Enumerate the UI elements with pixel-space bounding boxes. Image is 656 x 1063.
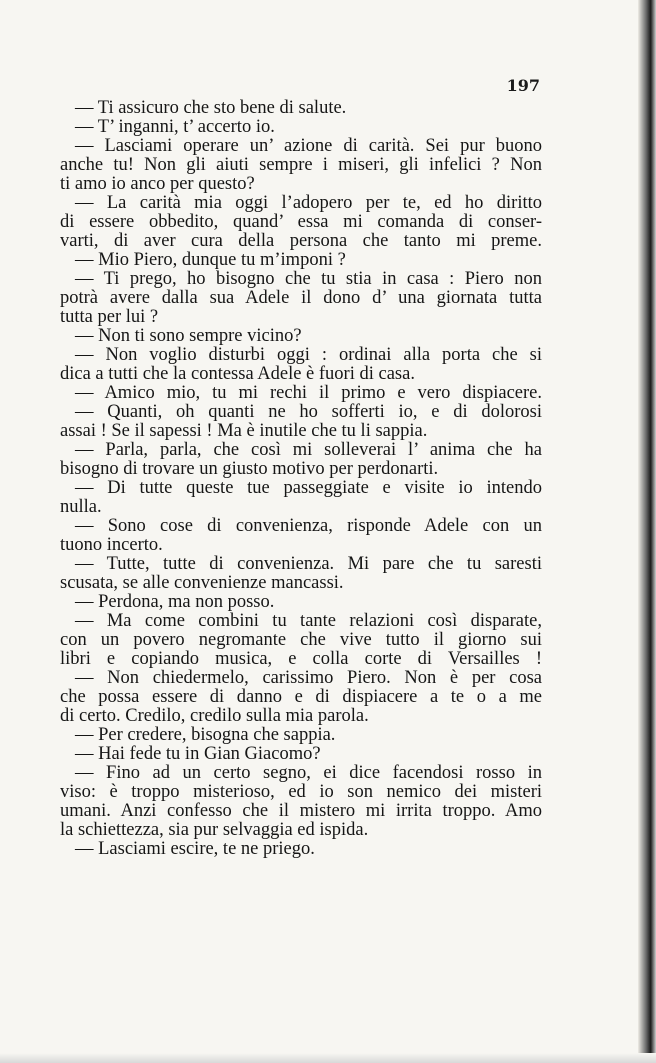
page-number: 197 (506, 76, 540, 95)
text-line: — Per credere, bisogna che sappia. (75, 726, 336, 745)
text-line: ti amo io anco per questo? (60, 175, 255, 194)
text-line: la schiettezza, sia pur selvaggia ed ispida. (60, 821, 369, 840)
text-line: — Sono cose di convenienza, risponde Adele con un (75, 517, 542, 536)
text-line: — Fino ad un certo segno, ei dice facendosi rosso in (75, 764, 542, 783)
text-line: — Mio Piero, dunque tu m’imponi ? (75, 251, 346, 270)
text-line: — Perdona, ma non posso. (75, 593, 275, 612)
text-line: nulla. (60, 498, 102, 517)
text-line: tutta per lui ? (60, 308, 159, 327)
text-line: viso: è troppo misterioso, ed io son nemico dei misteri (60, 783, 542, 802)
text-line: tuono incerto. (60, 536, 163, 555)
text-line: potrà avere dalla sua Adele il dono d’ una giornata tutta (60, 289, 542, 308)
text-line: — Ti prego, ho bisogno che tu stia in casa : Piero non (75, 270, 542, 289)
text-line: — Parla, parla, che così mi solleverai l’ anima che ha (75, 441, 542, 460)
body-text (60, 99, 542, 859)
text-line: — Lasciami operare un’ azione di carità. Sei pur buono (75, 137, 542, 156)
text-line: assai ! Se il sapessi ! Ma è inutile che tu li sappia. (60, 422, 428, 441)
text-line: che possa essere di danno e di dispiacere a te o a me (60, 688, 542, 707)
text-line: — T’ inganni, t’ accerto io. (75, 118, 275, 137)
text-line: anche tu! Non gli aiuti sempre i miseri, gli infelici ? Non (60, 156, 542, 175)
text-line: — Ti assicuro che sto bene di salute. (75, 99, 347, 118)
text-line: varti, di aver cura della persona che tanto mi preme. (60, 232, 542, 251)
text-line: — Non ti sono sempre vicino? (75, 327, 302, 346)
text-line: — Lasciami escire, te ne priego. (75, 840, 315, 859)
text-line: libri e copiando musica, e colla corte di Versailles ! (60, 650, 542, 669)
text-line: — Non chiedermelo, carissimo Piero. Non è per cosa (75, 669, 542, 688)
page-binding-edge (638, 0, 656, 1063)
text-line: scusata, se alle convenienze mancassi. (60, 574, 344, 593)
text-line: — Hai fede tu in Gian Giacomo? (75, 745, 321, 764)
text-line: bisogno di trovare un giusto motivo per perdonarti. (60, 460, 439, 479)
text-line: dica a tutti che la contessa Adele è fuori di casa. (60, 365, 415, 384)
text-line: — La carità mia oggi l’adopero per te, ed ho diritto (75, 194, 542, 213)
text-line: — Quanti, oh quanti ne ho sofferti io, e di dolorosi (75, 403, 542, 422)
text-line: — Di tutte queste tue passeggiate e visite io intendo (75, 479, 542, 498)
text-line: umani. Anzi confesso che il mistero mi irrita troppo. Amo (60, 802, 542, 821)
text-line: — Ma come combini tu tante relazioni così disparate, (75, 612, 542, 631)
text-line: — Amico mio, tu mi rechi il primo e vero dispiacere. (75, 384, 542, 403)
text-line: — Non voglio disturbi oggi : ordinai alla porta che si (75, 346, 542, 365)
text-line: di essere obbedito, quand’ essa mi comanda di conser- (60, 213, 542, 232)
text-line: con un povero negromante che vive tutto il giorno sui (60, 631, 542, 650)
page-bottom-edge (0, 1053, 656, 1063)
text-line: di certo. Credilo, credilo sulla mia parola. (60, 707, 369, 726)
text-line: — Tutte, tutte di convenienza. Mi pare che tu saresti (75, 555, 542, 574)
